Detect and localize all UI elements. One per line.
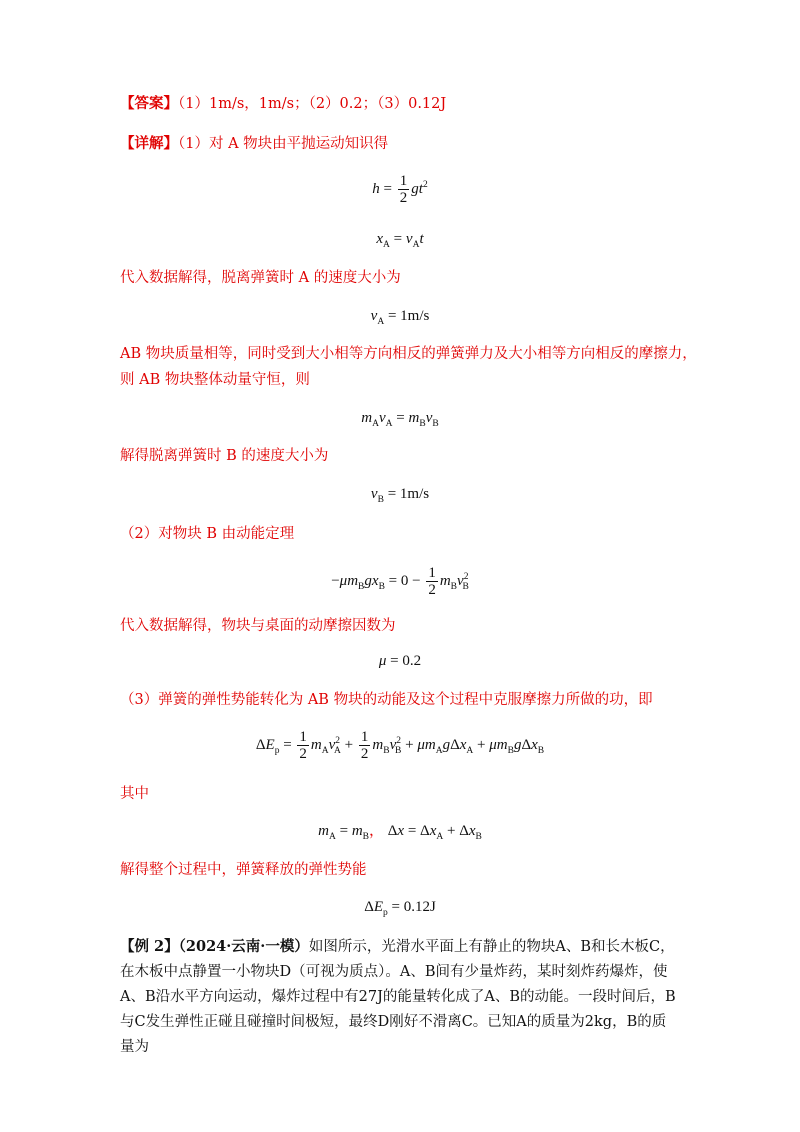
example-source: （2024·云南·一模）: [178, 938, 309, 955]
text-line-9: 解得整个过程中，弹簧释放的弹性势能: [120, 862, 367, 878]
text-line-4: 解得脱离弹簧时 B 的速度大小为: [120, 448, 329, 464]
detail-text: （1）对 A 物块由平抛运动知识得: [178, 136, 389, 152]
equation-vb: $v_B = 1m/s$: [370, 486, 430, 505]
equation-result: $\Delta E_p = 0.12J$: [364, 899, 436, 918]
example-text: 如图所示，光滑水平面上有静止的物块A、B和长木板C，在木板中点静置一小物块D（可视为质点）。A、B间有少量炸药，某时刻炸药爆炸，使A、B沿水平方向运动，爆炸过程中有27J的能量转化成了A、B的动能。一段时间后，B与C发生弹性正碰且碰撞时间极短，最终D刚好不滑离C。已知A的质量为2kg，B的质量为: [120, 939, 676, 1055]
example-label: 【例 2】: [120, 938, 179, 955]
text-line-8: 其中: [120, 786, 149, 802]
text-line-7: （3）弹簧的弹性势能转化为 AB 物块的动能及这个过程中克服摩擦力所做的功，即: [120, 692, 653, 708]
answer-line: [120, 94, 446, 114]
equation-energy: $\Delta E_p$ = $\frac{1}{2}$ $m_Av^2_A$ + $\frac{1}{2}$ $m_Bv^2_B + \mu m_Ag\Delta x_A + \mu m_Bg\Delta x_B$: [255, 729, 545, 762]
equation-momentum: $m_Av_A = m_Bv_B$: [361, 410, 439, 429]
detail-line: [120, 134, 388, 154]
equation-xa: $x_A = v_At$: [376, 231, 424, 250]
detail-label: 【详解】: [120, 135, 178, 152]
equation-va: $v_A = 1m/s$: [370, 308, 430, 327]
equation-conditions: $m_A = m_B$， $\Delta x = \Delta x_A + \Delta x_B$: [318, 823, 482, 842]
text-line-3: 则 AB 物块整体动量守恒，则: [120, 372, 310, 388]
answer-label: 【答案】: [120, 95, 178, 112]
equation-work-energy: $-\mu m_Bgx_B = 0$ − $\frac{1}{2}$ $m_Bv^2_B$: [331, 565, 469, 598]
answer-text: （1）1m/s，1m/s；（2）0.2；（3）0.12J: [178, 96, 447, 112]
text-line-1: 代入数据解得，脱离弹簧时 A 的速度大小为: [120, 270, 401, 286]
equation-mu: μ = 0.2: [378, 653, 422, 669]
text-line-5: （2）对物块 B 由动能定理: [120, 526, 295, 542]
text-line-6: 代入数据解得，物块与桌面的动摩擦因数为: [120, 618, 396, 634]
example-2-paragraph: [120, 934, 680, 1060]
text-line-2: AB 物块质量相等，同时受到大小相等方向相反的弹簧弹力及大小相等方向相反的摩擦力，: [120, 346, 697, 362]
equation-height: h = $\frac{1}{2}$ $gt^2$: [372, 173, 428, 206]
